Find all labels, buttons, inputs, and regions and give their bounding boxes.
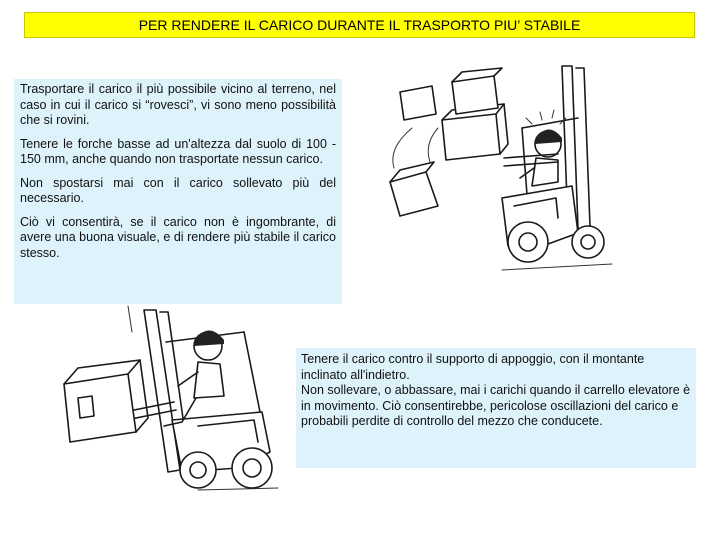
forklift-falling-load-illustration xyxy=(372,58,624,280)
paragraph-mast-tilted-back: Tenere il carico contro il supporto di appoggio, con il montante inclinato all'indietro. xyxy=(301,352,645,382)
forklift-tilted-mast-drawing xyxy=(48,302,298,502)
paragraph-no-raised-load: Non spostarsi mai con il carico sollevato più del necessario. xyxy=(20,175,336,205)
forklift-falling-load-drawing xyxy=(372,58,624,280)
load-position-text-box xyxy=(14,79,342,304)
paragraph-load-close-to-ground: Trasportare il carico il più possibile vicino al terreno, nel caso in cui il carico si “rovesci”, vi sono meno possibilità che si rovini. xyxy=(20,82,336,127)
paragraph-no-lifting-while-moving: Non sollevare, o abbassare, mai i carichi quando il carrello elevatore è in movimento. Ciò consentirebbe, pericolose oscillazioni del carico e probabili perdite di controllo del mezzo che conducete. xyxy=(301,383,691,428)
paragraph-forks-low: Tenere le forche basse ad un'altezza dal suolo di 100 - 150 mm, anche quando non trasportate nessun carico. xyxy=(20,136,336,166)
mast-tilt-text-box xyxy=(296,348,696,468)
forklift-tilted-mast-illustration xyxy=(48,302,298,502)
page-title-banner xyxy=(24,12,695,38)
paragraph-visibility-stability: Ciò vi consentirà, se il carico non è ingombrante, di avere una buona visuale, e di rendere più stabile il carico stesso. xyxy=(20,214,336,260)
page-title: PER RENDERE IL CARICO DURANTE IL TRASPORTO PIU’ STABILE xyxy=(138,17,581,33)
